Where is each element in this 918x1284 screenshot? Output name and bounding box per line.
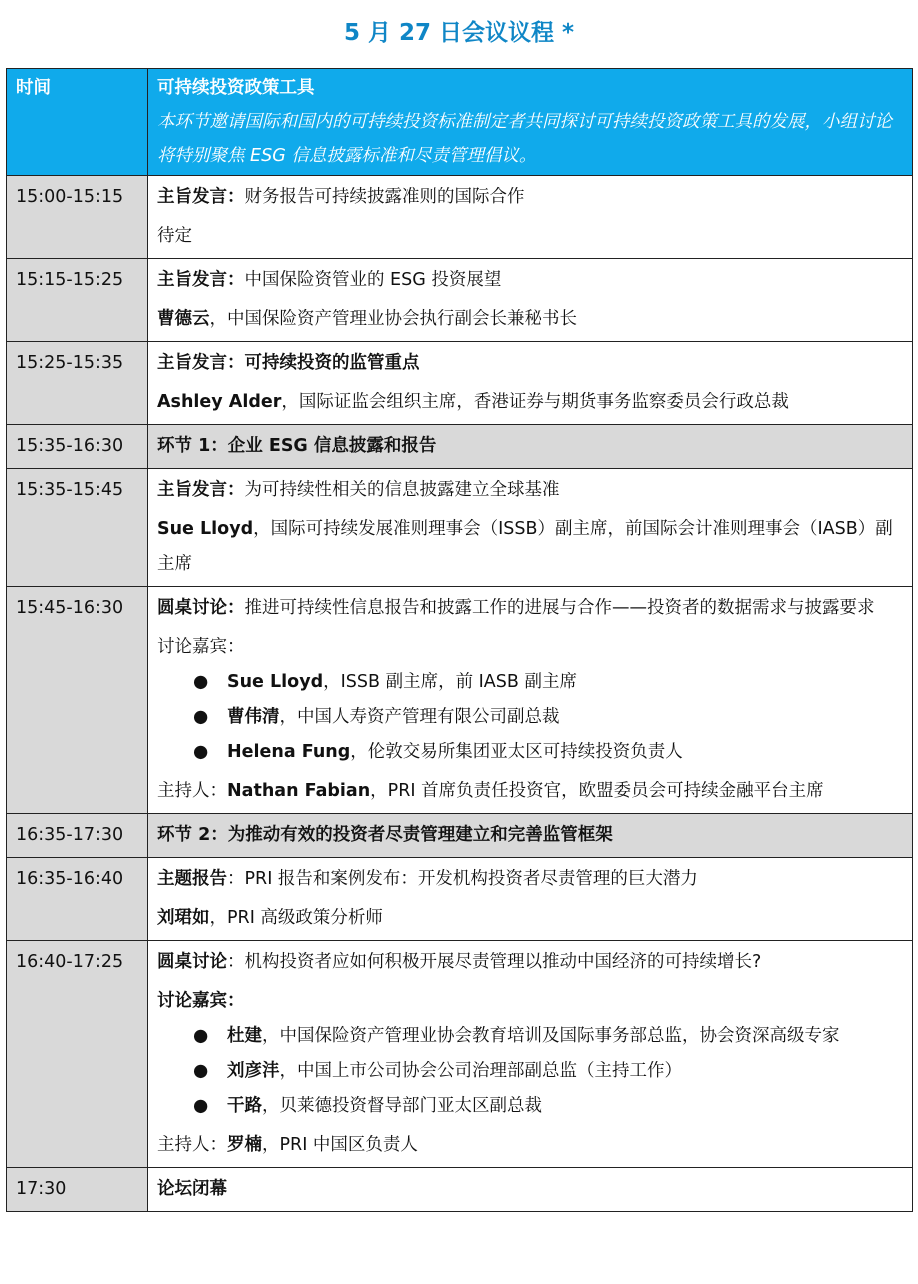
host-name: 罗楠: [227, 1135, 262, 1155]
session-header: [148, 69, 913, 176]
row-time: 15:45-16:30: [7, 587, 148, 814]
host-name: Nathan Fabian: [227, 781, 371, 801]
list-item: [193, 1089, 906, 1124]
bullet-icon: ●: [193, 1096, 209, 1116]
row-time: 15:35-15:45: [7, 469, 148, 587]
host-desc: ，PRI 首席负责任投资官，欧盟委员会可持续金融平台主席: [370, 781, 824, 801]
section-title: 环节 2：为推动有效的投资者尽责管理建立和完善监管框架: [148, 814, 913, 858]
bullet-icon: ●: [193, 672, 209, 692]
table-row: [7, 176, 913, 259]
row-time: 17:30: [7, 1168, 148, 1212]
row-time: 15:25-15:35: [7, 342, 148, 425]
panelist-name: Helena Fung: [227, 742, 351, 762]
panelist-name: 杜建: [227, 1026, 262, 1046]
row-time: 16:40-17:25: [7, 941, 148, 1168]
table-row: [7, 941, 913, 1168]
item-topic: ：PRI 报告和案例发布：开发机构投资者尽责管理的巨大潜力: [227, 869, 698, 889]
list-item: [193, 665, 906, 700]
item-label: 主旨发言：: [157, 353, 245, 373]
item-topic: ：机构投资者应如何积极开展尽责管理以推动中国经济的可持续增长?: [227, 952, 762, 972]
list-item: [193, 1019, 906, 1054]
bullet-icon: ●: [193, 742, 209, 762]
panelist-name: 刘彦沣: [227, 1061, 280, 1081]
panelist-name: Sue Lloyd: [227, 672, 324, 692]
panelist-list: [157, 665, 906, 770]
item-label: 圆桌讨论: [157, 952, 227, 972]
item-label: 主题报告: [157, 869, 227, 889]
table-row: [7, 469, 913, 587]
row-content: [148, 259, 913, 342]
page-title: 5 月 27 日会议议程 *: [343, 20, 575, 46]
item-topic: 可持续投资的监管重点: [244, 353, 420, 373]
speaker-desc: ，中国保险资产管理业协会执行副会长兼秘书长: [209, 309, 577, 329]
bullet-icon: ●: [193, 707, 209, 727]
speaker-name: 刘珺如: [157, 908, 210, 928]
session-description: 本环节邀请国际和国内的可持续投资标准制定者共同探讨可持续投资政策工具的发展，小组讨论将特别聚焦 ESG 信息披露标准和尽责管理倡议。: [157, 112, 892, 166]
row-content: [148, 587, 913, 814]
row-time: 16:35-17:30: [7, 814, 148, 858]
row-time: 15:35-16:30: [7, 425, 148, 469]
table-row: [7, 1168, 913, 1212]
panelist-desc: ，ISSB 副主席，前 IASB 副主席: [323, 672, 577, 692]
speaker-desc: 待定: [157, 226, 192, 246]
list-item: [193, 1054, 906, 1089]
panelist-desc: ，中国上市公司协会公司治理部副总监（主持工作）: [279, 1061, 682, 1081]
row-content: [148, 941, 913, 1168]
bullet-icon: ●: [193, 1026, 209, 1046]
section-row: [7, 425, 913, 469]
item-topic: 推进可持续性信息报告和披露工作的进展与合作——投资者的数据需求与披露要求: [244, 598, 875, 618]
closing-title: 论坛闭幕: [148, 1168, 913, 1212]
row-time: 15:15-15:25: [7, 259, 148, 342]
item-label: 圆桌讨论：: [157, 598, 245, 618]
table-header: [7, 69, 913, 176]
panelist-name: 曹伟清: [227, 707, 280, 727]
speaker-name: 曹德云: [157, 309, 210, 329]
panelist-name: 干路: [227, 1096, 262, 1116]
row-content: [148, 342, 913, 425]
item-label: 主旨发言：: [157, 270, 245, 290]
session-title: 可持续投资政策工具: [157, 78, 315, 98]
table-row: [7, 342, 913, 425]
host-desc: ，PRI 中国区负责人: [262, 1135, 418, 1155]
row-content: [148, 176, 913, 259]
list-item: [193, 700, 906, 735]
row-content: [148, 858, 913, 941]
row-content: [148, 469, 913, 587]
list-item: [193, 735, 906, 770]
panel-label: 讨论嘉宾：: [157, 991, 245, 1011]
panel-label: 讨论嘉宾：: [157, 637, 245, 657]
item-label: 主旨发言：: [157, 480, 245, 500]
section-title: 环节 1：企业 ESG 信息披露和报告: [148, 425, 913, 469]
panelist-list: [157, 1019, 906, 1124]
host-label: 主持人：: [157, 1135, 227, 1155]
row-time: 15:00-15:15: [7, 176, 148, 259]
section-row: [7, 814, 913, 858]
row-time: 16:35-16:40: [7, 858, 148, 941]
time-column-header: 时间: [7, 69, 148, 176]
table-row: [7, 858, 913, 941]
host-label: 主持人：: [157, 781, 227, 801]
panelist-desc: ，中国人寿资产管理有限公司副总裁: [279, 707, 560, 727]
agenda-table: [6, 68, 913, 1212]
table-row: [7, 587, 913, 814]
speaker-desc: ，PRI 高级政策分析师: [209, 908, 383, 928]
speaker-desc: ，国际证监会组织主席，香港证券与期货事务监察委员会行政总裁: [281, 392, 789, 412]
item-topic: 财务报告可持续披露准则的国际合作: [244, 187, 525, 207]
panelist-desc: ，贝莱德投资督导部门亚太区副总裁: [262, 1096, 542, 1116]
bullet-icon: ●: [193, 1061, 209, 1081]
panelist-desc: ，伦敦交易所集团亚太区可持续投资负责人: [350, 742, 683, 762]
speaker-desc: ，国际可持续发展准则理事会（ISSB）副主席，前国际会计准则理事会（IASB）副主席: [157, 519, 893, 574]
speaker-name: Ashley Alder: [157, 392, 282, 412]
panelist-desc: ，中国保险资产管理业协会教育培训及国际事务部总监，协会资深高级专家: [262, 1026, 840, 1046]
speaker-name: Sue Lloyd: [157, 519, 254, 539]
item-label: 主旨发言：: [157, 187, 245, 207]
table-row: [7, 259, 913, 342]
item-topic: 为可持续性相关的信息披露建立全球基准: [244, 480, 560, 500]
item-topic: 中国保险资管业的 ESG 投资展望: [244, 270, 502, 290]
